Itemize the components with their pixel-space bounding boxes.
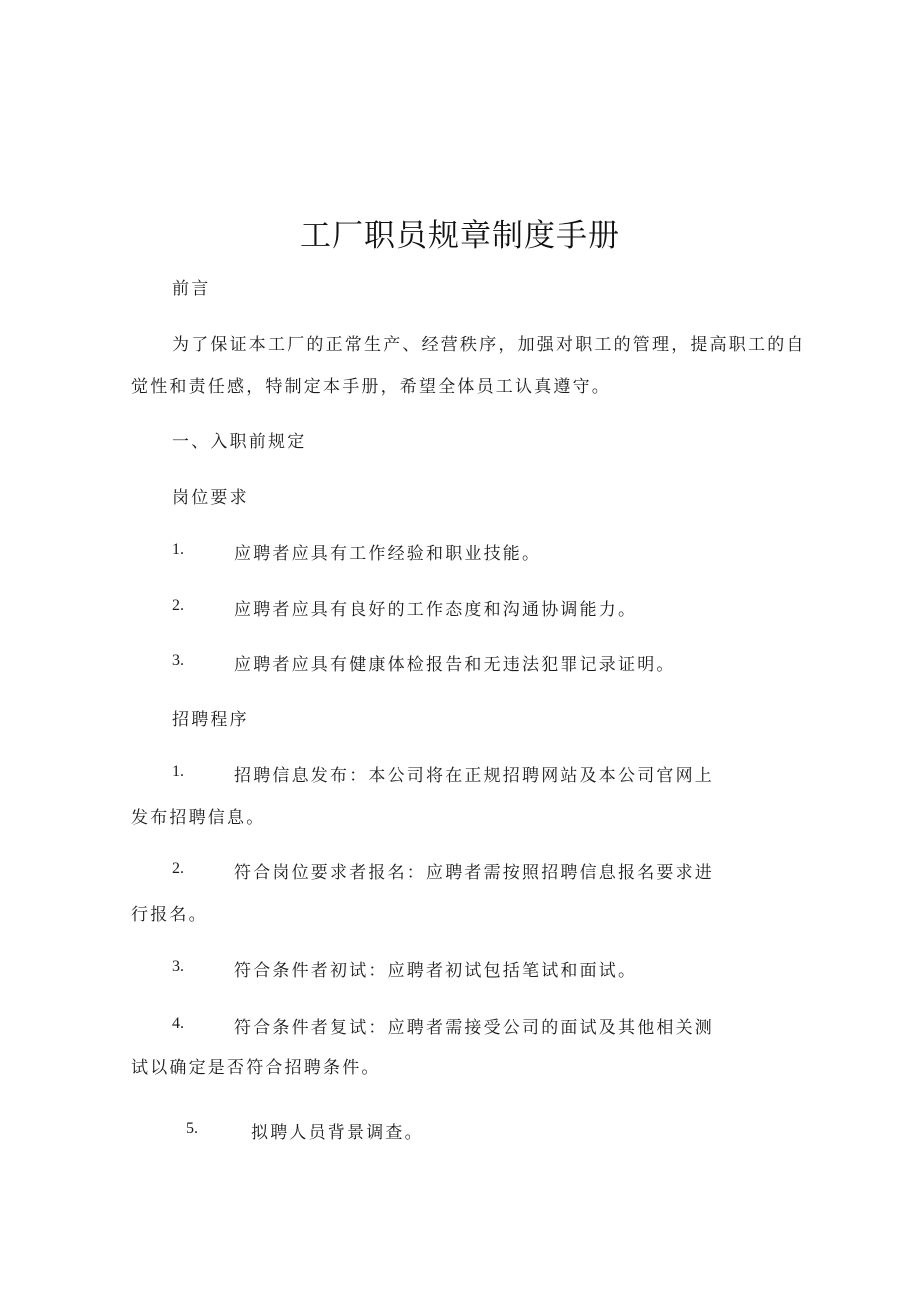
recruit-item-4-continuation: 试以确定是否符合招聘条件。 bbox=[131, 1058, 381, 1078]
job-req-item-1-number: 1. bbox=[172, 541, 184, 558]
recruit-item-2-text: 符合岗位要求者报名：应聘者需按照招聘信息报名要求进 bbox=[234, 863, 714, 883]
preface-paragraph-line-1: 为了保证本工厂的正常生产、经营秩序，加强对职工的管理，提高职工的自 bbox=[172, 335, 806, 355]
job-req-item-3-number: 3. bbox=[172, 652, 184, 669]
job-req-item-1-text: 应聘者应具有工作经验和职业技能。 bbox=[234, 544, 542, 564]
recruitment-procedure-heading: 招聘程序 bbox=[172, 710, 249, 730]
recruit-item-2-number: 2. bbox=[172, 860, 184, 877]
recruit-item-5-text: 拟聘人员背景调查。 bbox=[251, 1123, 424, 1143]
recruit-item-1-continuation: 发布招聘信息。 bbox=[131, 808, 266, 828]
recruit-item-1-number: 1. bbox=[172, 763, 184, 780]
job-req-item-3-text: 应聘者应具有健康体检报告和无违法犯罪记录证明。 bbox=[234, 655, 676, 675]
recruit-item-1-text: 招聘信息发布：本公司将在正规招聘网站及本公司官网上 bbox=[234, 766, 714, 786]
preface-heading: 前言 bbox=[172, 279, 211, 299]
recruit-item-5-number: 5. bbox=[186, 1120, 198, 1137]
document-title: 工厂职员规章制度手册 bbox=[300, 218, 620, 254]
job-req-item-2-text: 应聘者应具有良好的工作态度和沟通协调能力。 bbox=[234, 600, 638, 620]
recruit-item-3-text: 符合条件者初试：应聘者初试包括笔试和面试。 bbox=[234, 961, 638, 981]
job-requirements-heading: 岗位要求 bbox=[172, 488, 249, 508]
section-1-heading: 一、入职前规定 bbox=[172, 432, 307, 452]
recruit-item-2-continuation: 行报名。 bbox=[131, 905, 208, 925]
preface-paragraph-line-2: 觉性和责任感，特制定本手册，希望全体员工认真遵守。 bbox=[131, 377, 611, 397]
recruit-item-3-number: 3. bbox=[172, 958, 184, 975]
recruit-item-4-number: 4. bbox=[172, 1015, 184, 1032]
job-req-item-2-number: 2. bbox=[172, 597, 184, 614]
recruit-item-4-text: 符合条件者复试：应聘者需接受公司的面试及其他相关测 bbox=[234, 1018, 714, 1038]
